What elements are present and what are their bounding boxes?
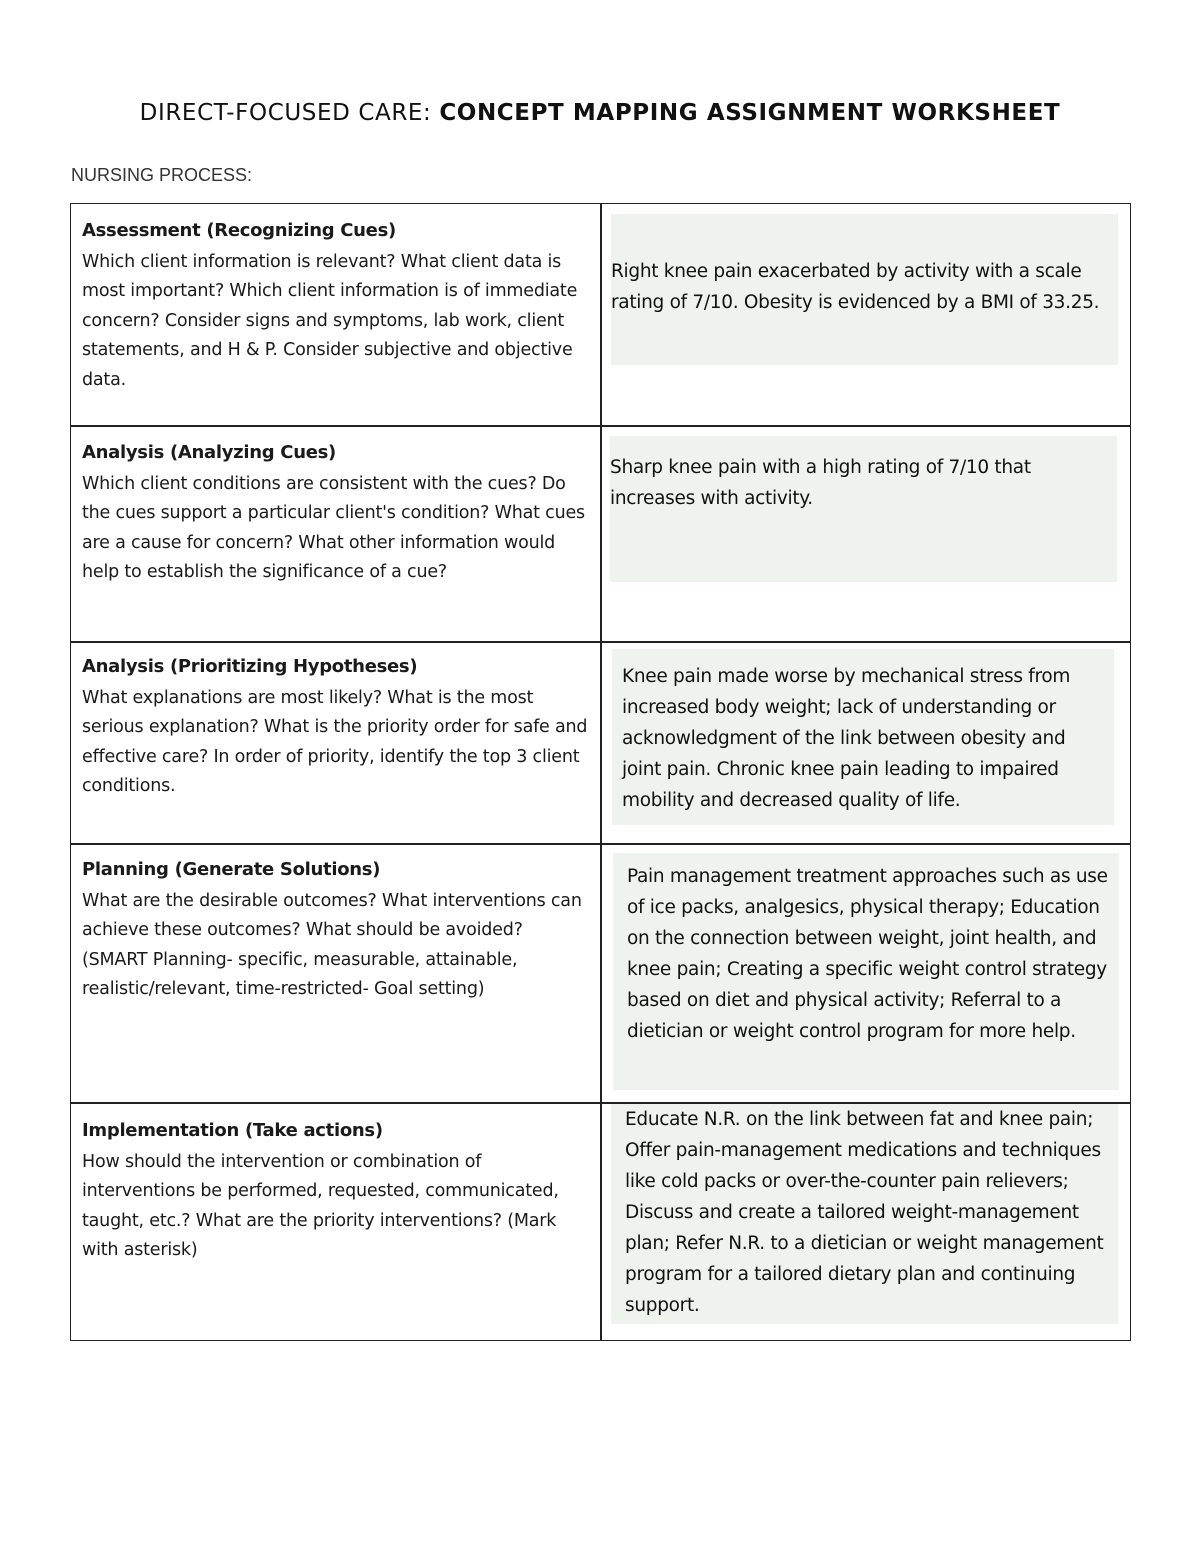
- row-prompt: Which client conditions are consistent with the cues? Do the cues support a particular client's condition? What cues are a cause for concern? What other information would help to establish the significance of a cue?: [82, 473, 585, 582]
- title-main: CONCEPT MAPPING ASSIGNMENT WORKSHEET: [439, 100, 1061, 126]
- row-prompt: What explanations are most likely? What is the most serious explanation? What is the priority order for safe and effective care? In order of priority, identify the top 3 client conditions.: [82, 687, 588, 796]
- row-heading: Planning (Generate Solutions): [82, 859, 381, 880]
- row-prompt: What are the desirable outcomes? What interventions can achieve these outcomes? What should be avoided? (SMART Planning- specific, measurable, attainable, realistic/relevant, time-restricted- Goal setting): [82, 890, 582, 999]
- row-heading: Analysis (Prioritizing Hypotheses): [82, 656, 418, 677]
- answer-text: Knee pain made worse by mechanical stress from increased body weight; lack of understanding or acknowledgment of the link between obesity and joint pain. Chronic knee pain leading to impaired mobility and decreased quality of life.: [622, 666, 1071, 811]
- answer-text: Right knee pain exacerbated by activity with a scale rating of 7/10. Obesity is evidenced by a BMI of 33.25.: [611, 261, 1100, 313]
- answer-planning: [613, 853, 1119, 1090]
- row-heading: Implementation (Take actions): [82, 1120, 383, 1141]
- row-planning: [82, 855, 592, 1005]
- row-divider: [70, 641, 1131, 643]
- title-prefix: DIRECT-FOCUSED CARE:: [139, 100, 440, 126]
- row-prompt: How should the intervention or combination of interventions be performed, requested, communicated, taught, etc.? What are the priority interventions? (Mark with asterisk): [82, 1151, 559, 1260]
- row-analyzing-cues: [82, 438, 592, 588]
- row-implementation: [82, 1116, 592, 1266]
- row-heading: Analysis (Analyzing Cues): [82, 442, 336, 463]
- row-divider: [70, 425, 1131, 427]
- answer-implementation: [611, 1104, 1118, 1324]
- answer-analyzing-cues: [610, 436, 1117, 582]
- row-prompt: Which client information is relevant? What client data is most important? Which client information is of immediate concern? Consider signs and symptoms, lab work, client statements, and H & P. Consider subjective and objective data.: [82, 251, 578, 390]
- document-title: [0, 100, 1200, 126]
- answer-prioritizing-hypotheses: [612, 649, 1114, 825]
- column-divider: [600, 203, 602, 1341]
- answer-text: Pain management treatment approaches such as use of ice packs, analgesics, physical therapy; Education on the connection between weight, joint health, and knee pain; Creating a specific weight control strategy based on diet and physical activity; Referral to a dietician or weight control program for more help.: [627, 866, 1108, 1042]
- answer-text: Sharp knee pain with a high rating of 7/10 that increases with activity.: [610, 457, 1031, 509]
- row-assessment: [82, 216, 592, 395]
- row-heading: Assessment (Recognizing Cues): [82, 220, 396, 241]
- answer-text: Educate N.R. on the link between fat and knee pain; Offer pain-management medications and techniques like cold packs or over-the-counter pain relievers; Discuss and create a tailored weight-management plan; Refer N.R. to a dietician or weight management program for a tailored dietary plan and continuing support.: [625, 1109, 1104, 1316]
- answer-assessment: [611, 214, 1118, 365]
- row-prioritizing-hypotheses: [82, 652, 592, 802]
- section-label: NURSING PROCESS:: [71, 165, 253, 185]
- row-divider: [70, 843, 1131, 845]
